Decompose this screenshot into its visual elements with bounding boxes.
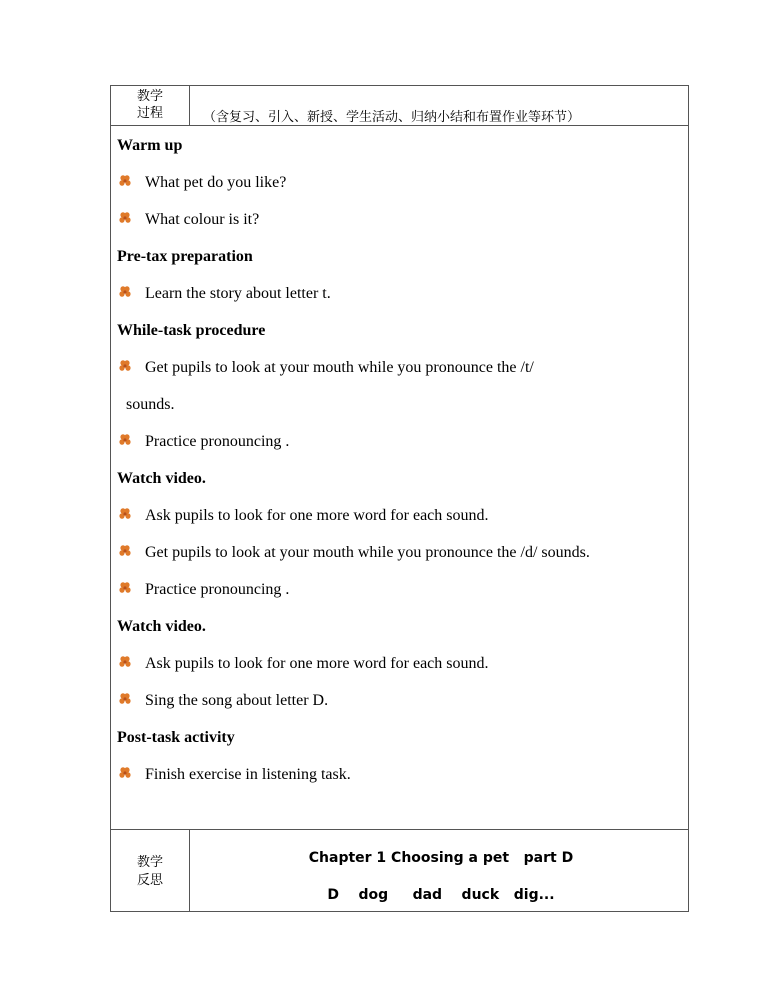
flower-bullet-icon — [119, 582, 131, 594]
flower-bullet-icon — [119, 175, 131, 187]
reflection-row — [111, 830, 688, 911]
section-heading-watch-video: Watch video. — [117, 470, 206, 487]
lesson-plan-table — [110, 85, 689, 912]
reflection-label-line2: 反思 — [136, 873, 163, 888]
process-label — [111, 86, 190, 125]
flower-bullet-icon — [119, 212, 131, 224]
list-item: What pet do you like? — [145, 174, 287, 191]
flower-bullet-icon — [119, 434, 131, 446]
flower-bullet-icon — [119, 656, 131, 668]
list-item: Practice pronouncing . — [145, 433, 290, 450]
flower-bullet-icon — [119, 286, 131, 298]
list-item: Get pupils to look at your mouth while you pronounce the /d/ sounds. — [145, 544, 590, 561]
section-heading-pre-task: Pre-tax preparation — [117, 248, 253, 265]
section-heading-warm-up: Warm up — [117, 137, 183, 154]
flower-bullet-icon — [119, 693, 131, 705]
process-description: （含复习、引入、新授、学生活动、归纳小结和布置作业等环节） — [203, 110, 581, 125]
reflection-label — [111, 830, 190, 911]
flower-bullet-icon — [119, 360, 131, 372]
list-item: Practice pronouncing . — [145, 581, 290, 598]
list-item: Ask pupils to look for one more word for each sound. — [145, 655, 489, 672]
section-heading-watch-video: Watch video. — [117, 618, 206, 635]
list-item: Ask pupils to look for one more word for each sound. — [145, 507, 489, 524]
reflection-words: D dog dad duck dig... — [327, 887, 555, 903]
process-header-row — [111, 86, 688, 126]
list-item: Sing the song about letter D. — [145, 692, 329, 709]
list-item: Finish exercise in listening task. — [145, 766, 351, 783]
process-content — [111, 126, 688, 830]
section-heading-while-task: While-task procedure — [117, 322, 266, 339]
flower-bullet-icon — [119, 508, 131, 520]
process-label-line1: 教学 — [136, 89, 163, 104]
flower-bullet-icon — [119, 545, 131, 557]
list-item: Get pupils to look at your mouth while you pronounce the /t/ — [145, 359, 534, 376]
flower-bullet-icon — [119, 767, 131, 779]
section-heading-post-task: Post-task activity — [117, 729, 235, 746]
reflection-label-line1: 教学 — [136, 855, 163, 870]
process-label-line2: 过程 — [136, 106, 163, 121]
list-item: Learn the story about letter t. — [145, 285, 331, 302]
list-item-continuation: sounds. — [126, 396, 175, 413]
reflection-title: Chapter 1 Choosing a pet part D — [308, 850, 574, 866]
list-item: What colour is it? — [145, 211, 260, 228]
